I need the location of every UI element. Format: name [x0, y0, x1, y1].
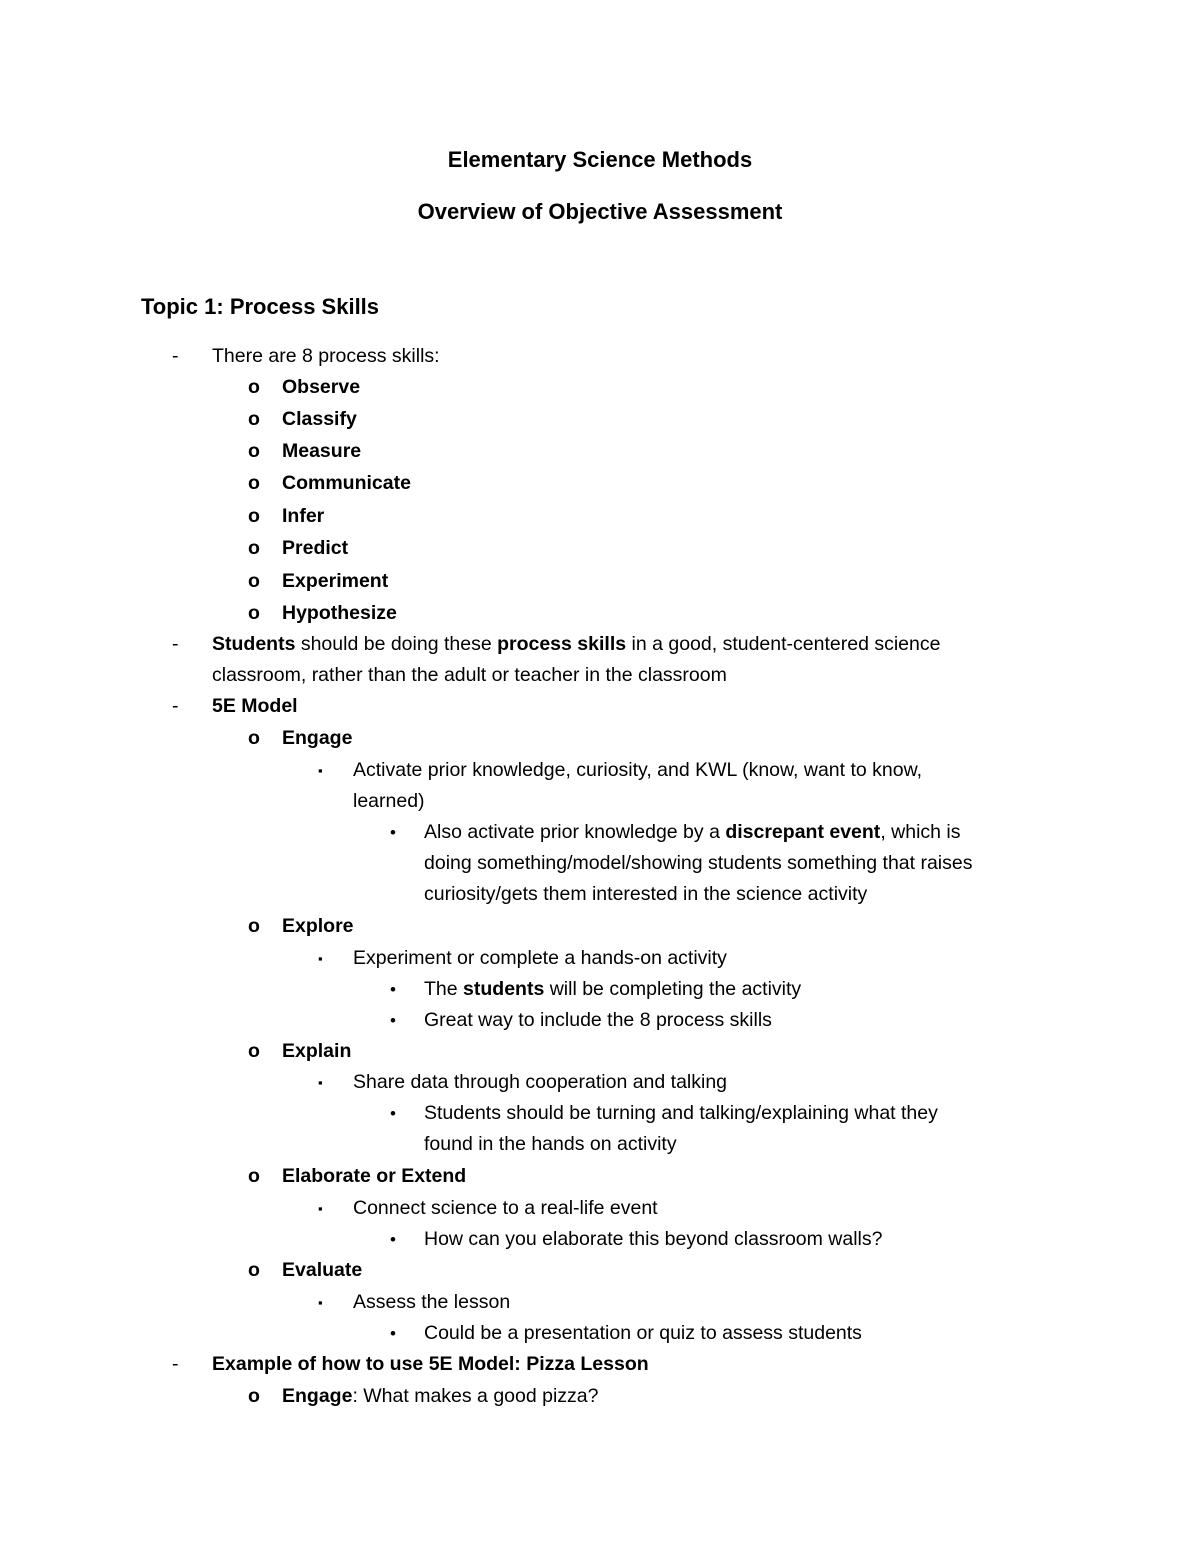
topic-heading: Topic 1: Process Skills [141, 294, 380, 319]
elaborate-detail: Connect science to a real-life event [353, 1197, 658, 1219]
circle-bullet: o [248, 376, 260, 398]
engage-sub-2: doing something/model/showing students something that raises [424, 852, 973, 874]
circle-bullet: o [248, 727, 260, 749]
bold-text: Engage [282, 1385, 353, 1407]
evaluate-detail: Assess the lesson [353, 1291, 511, 1313]
elaborate-sub: How can you elaborate this beyond classroom walls? [424, 1228, 883, 1250]
dot-bullet: • [390, 1011, 396, 1030]
square-bullet: ▪ [318, 1075, 323, 1090]
circle-bullet: o [248, 537, 260, 559]
skill-item: Observe [282, 376, 361, 398]
circle-bullet: o [248, 1385, 260, 1407]
square-bullet: ▪ [318, 1295, 323, 1310]
bold-text: process skills [497, 633, 627, 655]
engage-detail: Activate prior knowledge, curiosity, and KWL (know, want to know, [353, 759, 923, 781]
skill-item: Infer [282, 505, 325, 527]
skill-item: Classify [282, 408, 357, 430]
bold-text: Students [212, 633, 296, 655]
circle-bullet: o [248, 1040, 260, 1062]
circle-bullet: o [248, 915, 260, 937]
dot-bullet: • [390, 1104, 396, 1123]
document-title: Elementary Science Methods [447, 147, 753, 172]
evaluate-sub: Could be a presentation or quiz to assess students [424, 1322, 862, 1344]
explore-sub [424, 974, 801, 1005]
circle-bullet: o [248, 472, 260, 494]
text-run: Also activate prior knowledge by a [424, 821, 726, 843]
dash-bullet: - [172, 695, 179, 717]
circle-bullet: o [248, 408, 260, 430]
skill-item: Communicate [282, 472, 411, 494]
skill-item: Experiment [282, 570, 389, 592]
skill-item: Hypothesize [282, 602, 397, 624]
square-bullet: ▪ [318, 951, 323, 966]
bold-text: students [463, 978, 545, 1000]
text-run: should be doing these [295, 633, 498, 655]
dot-bullet: • [390, 823, 396, 842]
document-subtitle: Overview of Objective Assessment [417, 199, 783, 224]
text-run: The [424, 978, 464, 1000]
explain-sub-2: found in the hands on activity [424, 1133, 677, 1155]
text-run: will be completing the activity [544, 978, 802, 1000]
explore-sub-2: Great way to include the 8 process skills [424, 1009, 772, 1031]
student-centered-line-2: classroom, rather than the adult or teacher in the classroom [212, 664, 727, 686]
dash-bullet: - [172, 633, 179, 655]
explain-sub: Students should be turning and talking/explaining what they [424, 1102, 938, 1124]
explain-detail: Share data through cooperation and talking [353, 1071, 728, 1093]
engage-detail-2: learned) [353, 790, 425, 812]
dot-bullet: • [390, 980, 396, 999]
dot-bullet: • [390, 1324, 396, 1343]
bold-text: discrepant event [725, 821, 881, 843]
explore-label: Explore [282, 915, 354, 937]
square-bullet: ▪ [318, 1201, 323, 1216]
skill-item: Measure [282, 440, 362, 462]
engage-sub [424, 817, 961, 848]
evaluate-label: Evaluate [282, 1259, 363, 1281]
circle-bullet: o [248, 1165, 260, 1187]
square-bullet: ▪ [318, 763, 323, 778]
explore-detail: Experiment or complete a hands-on activity [353, 947, 727, 969]
text-run: : What makes a good pizza? [352, 1385, 599, 1407]
circle-bullet: o [248, 1259, 260, 1281]
elaborate-label: Elaborate or Extend [282, 1165, 467, 1187]
engage-label: Engage [282, 727, 353, 749]
circle-bullet: o [248, 570, 260, 592]
engage-sub-3: curiosity/gets them interested in the science activity [424, 883, 868, 905]
text-run: , which is [880, 821, 961, 843]
dash-bullet: - [172, 345, 179, 367]
circle-bullet: o [248, 602, 260, 624]
explain-label: Explain [282, 1040, 352, 1062]
model-heading: 5E Model [212, 695, 298, 717]
example-engage [282, 1381, 598, 1412]
example-heading: Example of how to use 5E Model: Pizza Lesson [212, 1353, 649, 1375]
dot-bullet: • [390, 1230, 396, 1249]
circle-bullet: o [248, 440, 260, 462]
skill-item: Predict [282, 537, 349, 559]
student-centered-line [212, 629, 940, 660]
dash-bullet: - [172, 1353, 179, 1375]
text-run: in a good, student-centered science [626, 633, 941, 655]
process-skills-intro: There are 8 process skills: [212, 345, 440, 367]
circle-bullet: o [248, 505, 260, 527]
